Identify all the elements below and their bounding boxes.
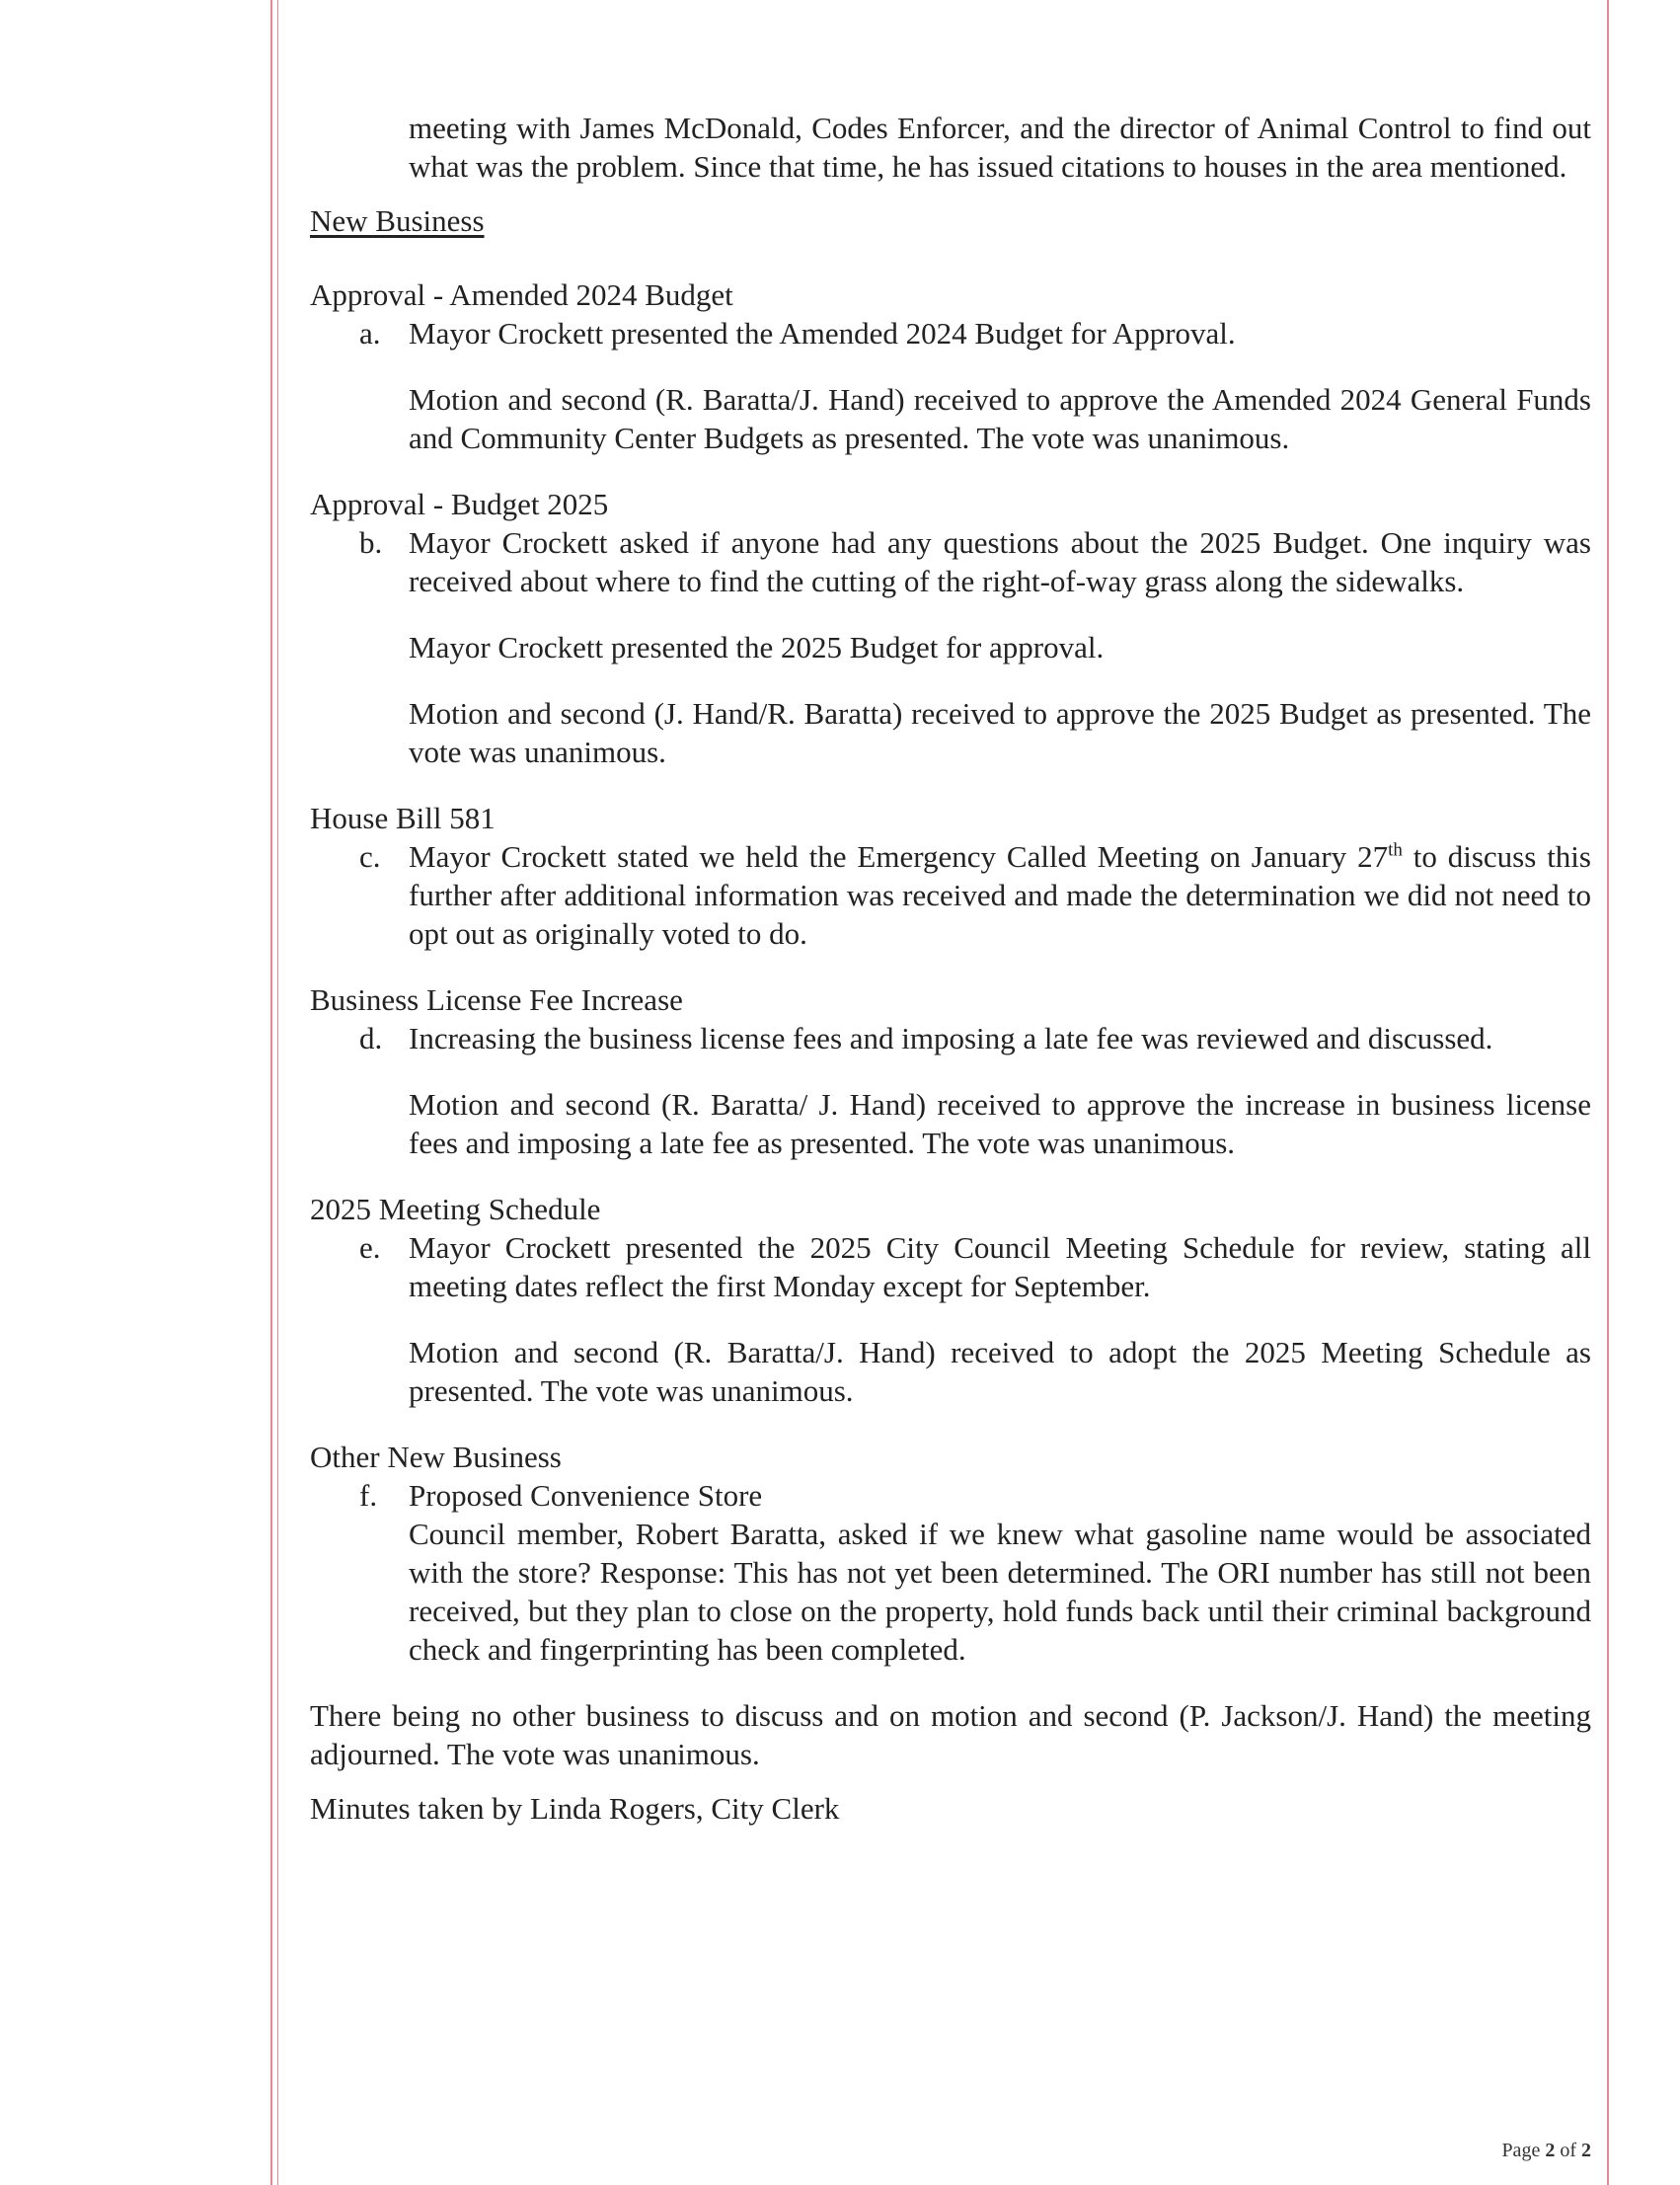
intro-paragraph: meeting with James McDonald, Codes Enforcer, and the director of Animal Control to find out what was the problem. Since that time, he has issued citations to houses in the area mentioned. bbox=[409, 111, 1591, 184]
right-margin-rule bbox=[1607, 0, 1609, 2185]
item-text: Mayor Crockett asked if anyone had any questions about the 2025 Budget. One inquiry was received about where to find the cutting of the right-of-way grass along the sidewalks. bbox=[409, 525, 1591, 598]
item-letter: b. bbox=[359, 525, 383, 560]
detail-paragraph: Council member, Robert Baratta, asked if we knew what gasoline name would be associated with the store? Response: This has not yet been determined. The ORI number has still not been received, but they plan to close on the property, hold funds back until their criminal background check and fingerprinting has been completed. bbox=[409, 1517, 1591, 1667]
list-item-d bbox=[310, 1019, 1591, 1057]
left-margin-rule-inner bbox=[277, 0, 278, 2185]
list-item-e bbox=[310, 1228, 1591, 1305]
heading-budget-2025: Approval - Budget 2025 bbox=[310, 487, 609, 521]
item-letter: f. bbox=[359, 1478, 378, 1513]
item-text bbox=[409, 837, 1591, 953]
item-text: Mayor Crockett presented the 2025 City Council Meeting Schedule for review, stating all meeting dates reflect the first Monday except for September. bbox=[409, 1230, 1591, 1303]
list-item-b bbox=[310, 523, 1591, 600]
heading-house-bill-581: House Bill 581 bbox=[310, 801, 496, 835]
heading-other-new-business: Other New Business bbox=[310, 1440, 562, 1474]
item-letter: a. bbox=[359, 316, 381, 351]
item-text-post: to discuss this further after additional information was received and made the determination we did not need to opt out as originally voted to do. bbox=[409, 839, 1591, 951]
heading-business-license-fee: Business License Fee Increase bbox=[310, 982, 683, 1017]
item-text: Increasing the business license fees and imposing a late fee was reviewed and discussed. bbox=[409, 1021, 1493, 1055]
motion-paragraph: Motion and second (R. Baratta/ J. Hand) received to approve the increase in business license fees and imposing a late fee as presented. The vote was unanimous. bbox=[409, 1087, 1591, 1160]
item-letter: c. bbox=[359, 839, 381, 874]
item-letter: e. bbox=[359, 1230, 381, 1265]
section-title-new-business bbox=[310, 201, 1591, 240]
list-item-a bbox=[310, 314, 1591, 352]
item-letter: d. bbox=[359, 1021, 383, 1055]
presented-paragraph: Mayor Crockett presented the 2025 Budget for approval. bbox=[409, 630, 1105, 664]
clerk-line: Minutes taken by Linda Rogers, City Clerk bbox=[310, 1791, 840, 1826]
adjournment-paragraph: There being no other business to discuss and on motion and second (P. Jackson/J. Hand) the meeting adjourned. The vote was unanimous. bbox=[310, 1698, 1591, 1771]
item-text: Proposed Convenience Store bbox=[409, 1478, 763, 1513]
item-text: Mayor Crockett presented the Amended 2024 Budget for Approval. bbox=[409, 316, 1236, 351]
list-item-c bbox=[310, 837, 1591, 953]
motion-paragraph: Motion and second (R. Baratta/J. Hand) received to adopt the 2025 Meeting Schedule as presented. The vote was unanimous. bbox=[409, 1335, 1591, 1408]
left-margin-rule bbox=[270, 0, 272, 2185]
new-business-title: New Business bbox=[310, 203, 485, 238]
heading-amended-2024-budget: Approval - Amended 2024 Budget bbox=[310, 277, 733, 312]
document-page bbox=[310, 109, 1591, 1828]
page-number bbox=[1501, 2140, 1591, 2162]
list-item-f bbox=[310, 1476, 1591, 1515]
motion-paragraph: Motion and second (R. Baratta/J. Hand) received to approve the Amended 2024 General Funds and Community Center Budgets as presented. The vote was unanimous. bbox=[409, 382, 1591, 455]
ordinal-suffix: th bbox=[1388, 839, 1403, 861]
page-current: 2 bbox=[1545, 2140, 1556, 2161]
page-of-label: of bbox=[1560, 2140, 1576, 2161]
motion-paragraph: Motion and second (J. Hand/R. Baratta) received to approve the 2025 Budget as presented. The vote was unanimous. bbox=[409, 696, 1591, 769]
heading-meeting-schedule: 2025 Meeting Schedule bbox=[310, 1192, 601, 1226]
page-total: 2 bbox=[1581, 2140, 1591, 2161]
page-label: Page bbox=[1501, 2140, 1541, 2161]
item-text-pre: Mayor Crockett stated we held the Emergency Called Meeting on January 27 bbox=[409, 839, 1389, 874]
